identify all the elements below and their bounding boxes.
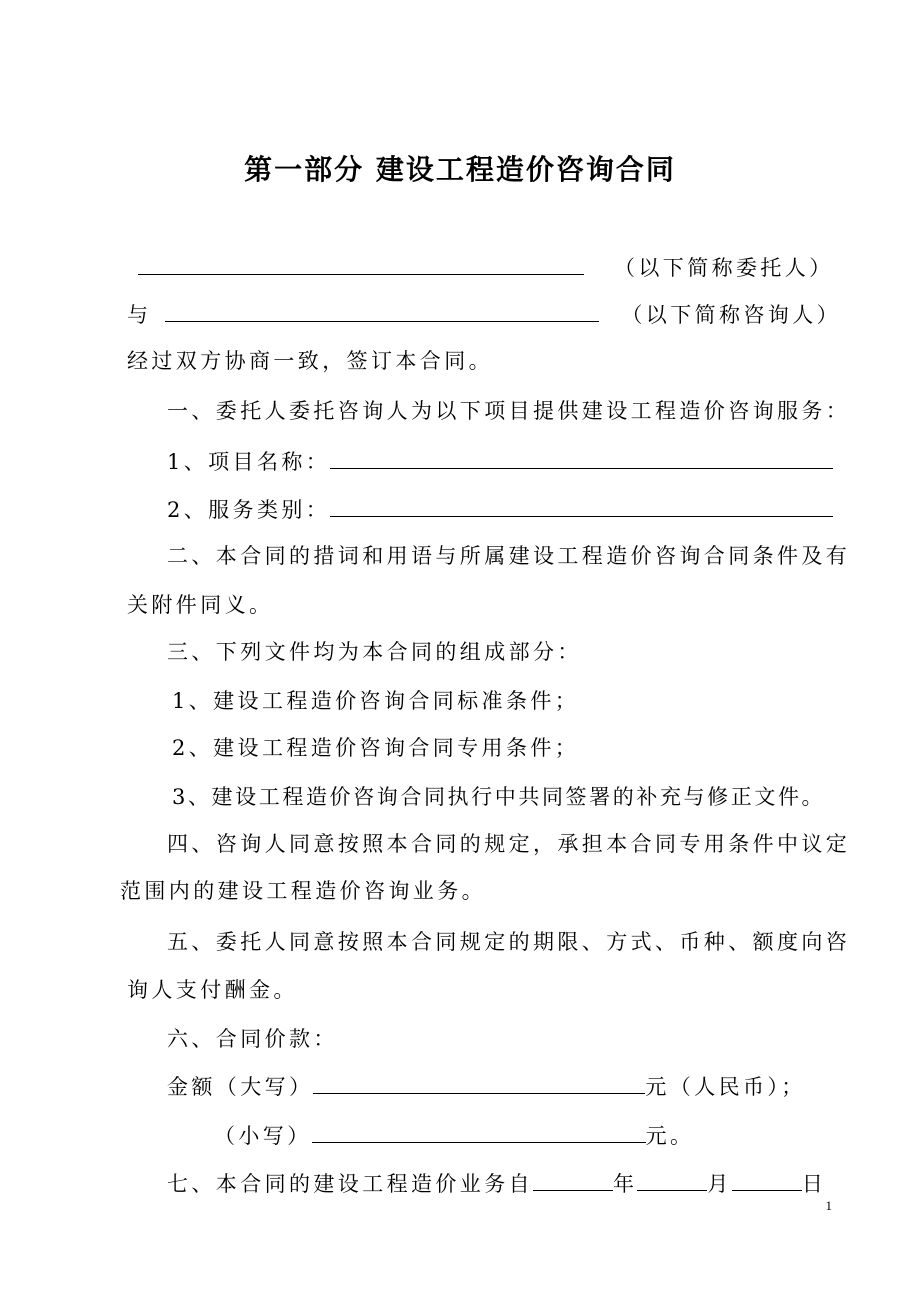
clause-3-item-2: 2、建设工程造价咨询合同专用条件； [172, 736, 580, 760]
service-type-blank[interactable] [330, 494, 833, 517]
clause-4-line-2: 范围内的建设工程造价咨询业务。 [120, 879, 486, 903]
clause-4-line-1: 四、咨询人同意按照本合同的规定，承担本合同专用条件中议定 [167, 832, 851, 856]
clause-7-line [167, 1168, 826, 1199]
year-label: 年 [613, 1172, 638, 1196]
amount-upper-suffix: 元（人民币）； [645, 1075, 806, 1099]
party-b-prefix: 与 [127, 303, 152, 327]
clause-2-line-2: 关附件同义。 [127, 593, 274, 617]
clause-3: 三、下列文件均为本合同的组成部分： [167, 640, 582, 664]
intro-text: 经过双方协商一致，签订本合同。 [127, 349, 493, 373]
month-blank[interactable] [637, 1168, 707, 1191]
project-name-label: 1、项目名称： [167, 450, 331, 474]
clause-2-line-1: 二、本合同的措词和用语与所属建设工程造价咨询合同条件及有 [167, 544, 851, 568]
amount-lower-line [214, 1120, 694, 1151]
party-a-suffix: （以下简称委托人） [614, 256, 834, 280]
clause-5-line-1: 五、委托人同意按照本合同规定的期限、方式、币种、额度向咨 [167, 930, 851, 954]
year-blank[interactable] [533, 1168, 613, 1191]
amount-upper-blank[interactable] [313, 1071, 645, 1094]
clause-1: 一、委托人委托咨询人为以下项目提供建设工程造价咨询服务： [167, 399, 851, 423]
party-b-blank[interactable] [165, 299, 599, 322]
party-a-blank[interactable] [138, 252, 584, 275]
page-number: 1 [825, 1198, 832, 1213]
document-title: 第一部分 建设工程造价咨询合同 [244, 153, 676, 186]
clause-3-item-3: 3、建设工程造价咨询合同执行中共同签署的补充与修正文件。 [172, 785, 826, 809]
clause-1-item-2 [167, 494, 833, 525]
day-blank[interactable] [732, 1168, 802, 1191]
amount-lower-suffix: 元。 [645, 1124, 695, 1148]
day-label: 日 [801, 1172, 827, 1196]
party-a-line [138, 252, 834, 283]
clause-3-item-1: 1、建设工程造价咨询合同标准条件； [172, 689, 580, 713]
clause-7-prefix: 七、本合同的建设工程造价业务自 [167, 1172, 533, 1196]
month-label: 月 [707, 1172, 732, 1196]
clause-1-item-1 [167, 446, 833, 477]
clause-6: 六、合同价款： [167, 1027, 338, 1051]
party-b-suffix: （以下简称咨询人） [621, 303, 842, 327]
clause-5-line-2: 询人支付酬金。 [127, 978, 298, 1002]
party-b-line [127, 299, 841, 330]
amount-lower-label: （小写） [214, 1124, 312, 1148]
amount-upper-label: 金额（大写） [167, 1075, 314, 1099]
service-type-label: 2、服务类别： [167, 498, 331, 522]
amount-lower-blank[interactable] [312, 1120, 646, 1143]
project-name-blank[interactable] [330, 446, 833, 469]
amount-upper-line [167, 1071, 806, 1102]
